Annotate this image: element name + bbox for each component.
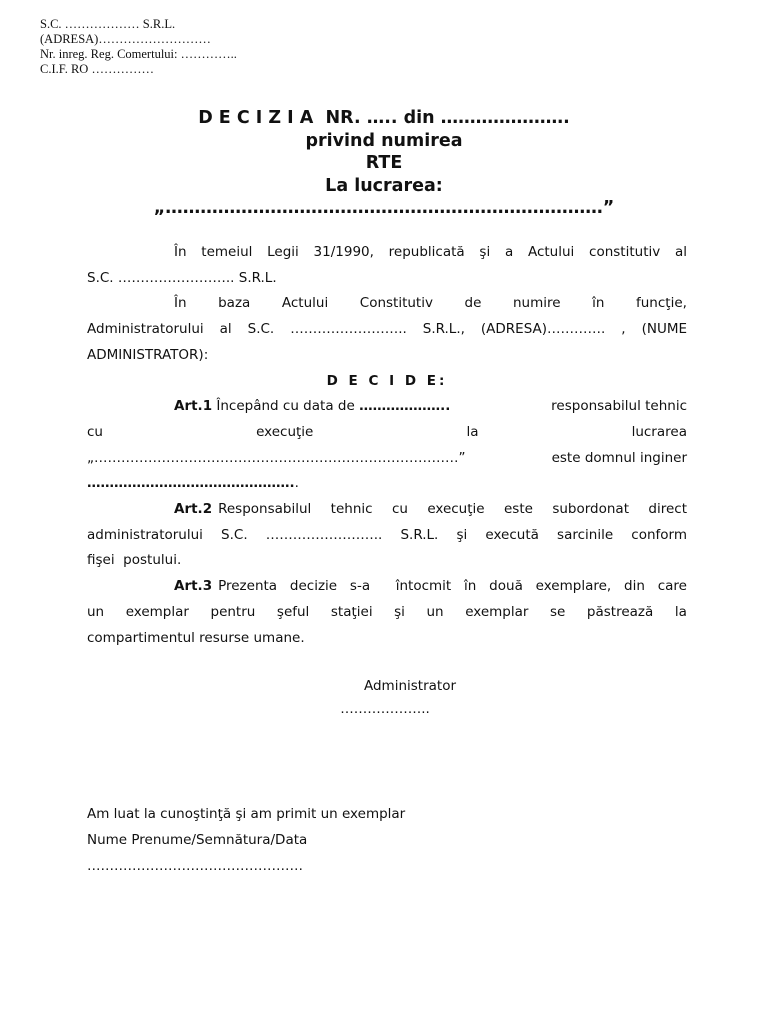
title-line-4: La lucrarea:: [325, 175, 443, 196]
p2-line-1-word: Constitutiv: [359, 295, 433, 312]
signature-block: [0, 675, 768, 721]
art3-line-3: compartimentul resurse umane.: [87, 629, 305, 646]
art2-label: Art.2: [174, 501, 213, 518]
company-address-line: (ADRESA)………………………: [40, 32, 211, 46]
company-cif-line: C.I.F. RO ……………: [40, 62, 154, 76]
decision-body: [87, 240, 687, 651]
company-name-line: S.C. ……………… S.R.L.: [40, 17, 176, 31]
article-2: [87, 497, 687, 574]
art3-line-2-word: exemplar: [125, 603, 189, 620]
art1-line-2: [87, 420, 687, 446]
art1-engineer-dots: ……………………………………….: [87, 475, 295, 492]
company-header: [40, 17, 237, 77]
art3-line-2-word: se: [550, 603, 566, 620]
art1-line-3-left: „………………………………………………………………………”: [87, 449, 466, 466]
p2-line-2: Administratorului al S.C. …………………….. S.R.L., (ADRESA)…………. , (NUME: [87, 321, 687, 338]
p2-line-1-word: Actului: [281, 295, 329, 312]
art3-line-2-word: exemplar: [465, 603, 529, 620]
article-3: [87, 574, 687, 651]
art2-line-1: Responsabilul tehnic cu execuţie este subordonat direct: [218, 501, 687, 518]
p2-line-3: ADMINISTRATOR):: [87, 346, 209, 363]
p2-line-1-word: numire: [512, 295, 561, 312]
article-1: [87, 394, 687, 497]
art1-line-1-end: responsabilul tehnic: [551, 398, 687, 415]
art1-line-4-end: .: [294, 475, 299, 492]
company-reg-line: Nr. inreg. Reg. Comertului: …………..: [40, 47, 237, 61]
art1-label: Art.1: [174, 398, 213, 415]
title-line-5: „…………………………………………………………………”: [153, 198, 615, 218]
art3-line-2-word: un: [87, 603, 105, 620]
title-line-3: RTE: [365, 153, 403, 173]
art1-line-2-word: execuţie: [256, 423, 314, 440]
art3-line-2-word: pentru: [210, 603, 256, 620]
administrator-signature-dots: ………………..: [340, 701, 430, 717]
art3-label: Art.3: [174, 578, 213, 595]
acknowledgement-block: [87, 801, 405, 879]
p2-line-1-word: baza: [218, 295, 251, 312]
p2-line-1-word: de: [464, 295, 482, 312]
p2-line-1: [87, 291, 687, 317]
p1-line-2: S.C. …………………….. S.R.L.: [87, 269, 277, 286]
decide-heading: D E C I D E:: [326, 372, 448, 389]
art3-line-2-word: staţiei: [330, 603, 373, 620]
art2-line-3: fişei postului.: [87, 552, 182, 569]
art3-line-2: [87, 600, 687, 626]
art1-line-1-text: Începând cu data de: [216, 398, 355, 415]
art3-line-1: Prezenta decizie s-a întocmit în două exemplare, din care: [218, 578, 687, 595]
art1-line-3-right: este domnul inginer: [551, 449, 687, 466]
art1-line-2-word: la: [466, 423, 479, 440]
art1-line-2-word: cu: [87, 423, 103, 440]
art3-line-2-word: un: [426, 603, 444, 620]
administrator-label: Administrator: [363, 678, 457, 694]
art1-line-2-word: lucrarea: [631, 423, 687, 440]
art2-line-2: administratorului S.C. …………………….. S.R.L. şi execută sarcinile conform: [87, 526, 687, 543]
title-line-1: D E C I Z I A NR. ….. din ………………….: [198, 108, 570, 128]
art3-line-2-word: şi: [394, 603, 405, 620]
title-line-2: privind numirea: [305, 130, 463, 151]
p2-line-1-word: În: [174, 295, 187, 312]
art3-line-2-word: păstrează: [586, 603, 654, 620]
p2-line-1-word: în: [592, 295, 605, 312]
p1-line-1: În temeiul Legii 31/1990, republicată şi a Actului constitutiv al: [174, 244, 687, 260]
art3-line-2-word: la: [674, 603, 687, 620]
paragraph-1: [87, 240, 687, 291]
art3-line-2-word: şeful: [276, 603, 310, 620]
signature-fields-label: Nume Prenume/Semnătura/Data: [87, 832, 308, 848]
art1-date-dots: ………………..: [359, 398, 451, 415]
decision-title: [0, 107, 768, 220]
p2-line-1-word: funcţie,: [635, 295, 687, 312]
signature-fields-dots: …………………………………………: [87, 858, 303, 874]
acknowledgement-line: Am luat la cunoştinţă şi am primit un exemplar: [87, 806, 406, 822]
paragraph-2: [87, 291, 687, 368]
